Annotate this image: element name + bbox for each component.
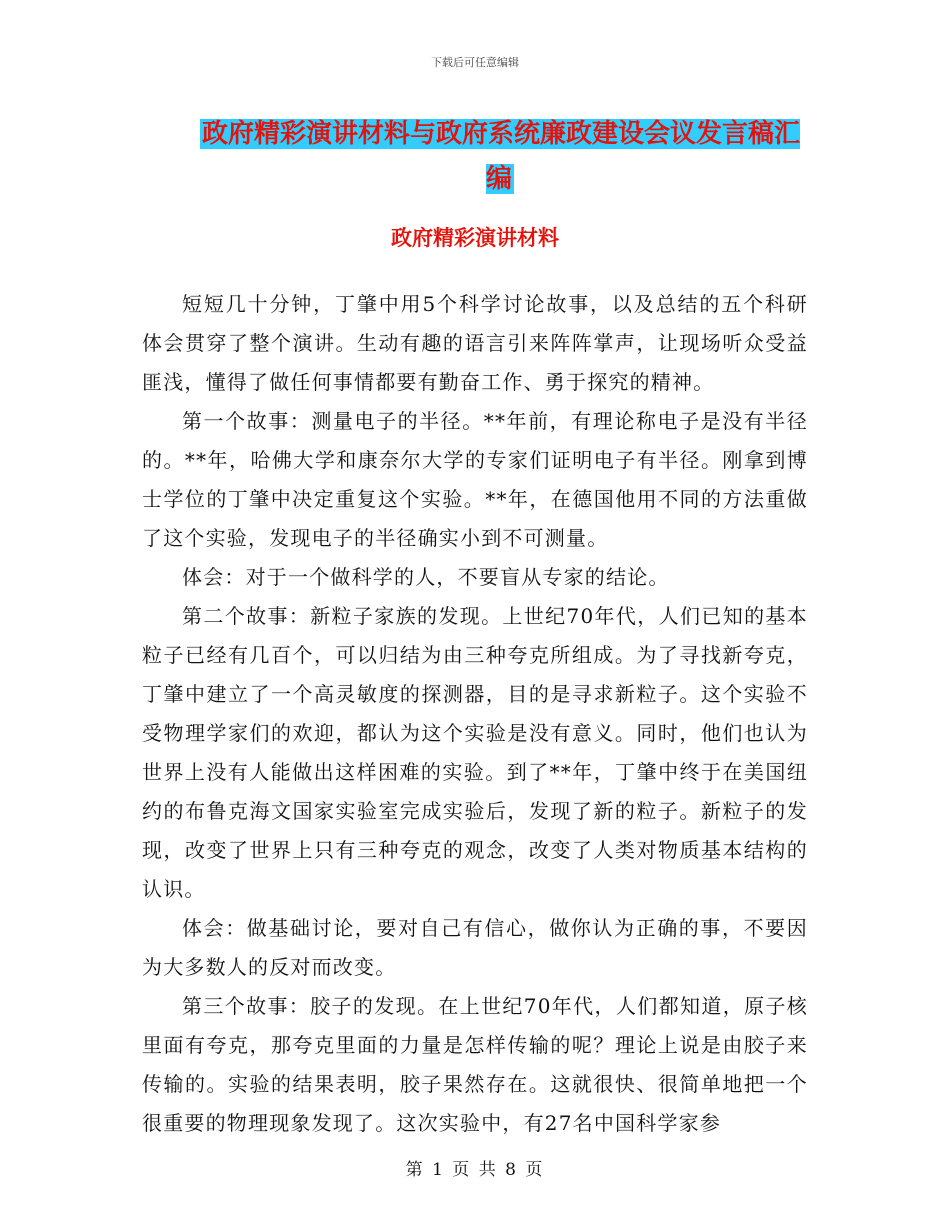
document-body (142, 285, 808, 1143)
footer-suffix: 页 (525, 1160, 545, 1180)
paragraph: 短短几十分钟，丁肇中用5个科学讨论故事，以及总结的五个科研体会贯穿了整个演讲。生动有趣的语言引来阵阵掌声，让现场听众受益匪浅，懂得了做任何事情都要有勤奋工作、勇于探究的精神。 (142, 292, 808, 394)
paragraph: 体会：对于一个做科学的人，不要盲从专家的结论。 (182, 565, 670, 589)
header-note: 下载后可任意编辑 (431, 56, 519, 69)
paragraph: 第三个故事：胶子的发现。在上世纪70年代，人们都知道，原子核里面有夸克，那夸克里面的力量是怎样传输的呢？理论上说是由胶子来传输的。实验的结果表明，胶子果然存在。这就很快、很简单地把一个很重要的物理现象发现了。这次实验中，有27名中国科学家参 (142, 994, 808, 1135)
paragraph: 体会：做基础讨论，要对自己有信心，做你认为正确的事，不要因为大多数人的反对而改变。 (142, 916, 808, 979)
page-footer (0, 1155, 950, 1180)
document-title (190, 112, 810, 202)
section-title: 政府精彩演讲材料 (391, 225, 559, 250)
current-page-number: 1 (432, 1160, 445, 1180)
paragraph: 第一个故事：测量电子的半径。**年前，有理论称电子是没有半径的。**年，哈佛大学和康奈尔大学的专家们证明电子有半径。刚拿到博士学位的丁肇中决定重复这个实验。**年，在德国他用不同的方法重做了这个实验，发现电子的半径确实小到不可测量。 (142, 409, 808, 550)
document-title-text: 政府精彩演讲材料与政府系统廉政建设会议发言稿汇编 (201, 119, 800, 194)
paragraph: 第二个故事：新粒子家族的发现。上世纪70年代，人们已知的基本粒子已经有几百个，可以归结为由三种夸克所组成。为了寻找新夸克，丁肇中建立了一个高灵敏度的探测器，目的是寻求新粒子。这个实验不受物理学家们的欢迎，都认为这个实验是没有意义。同时，他们也认为世界上没有人能做出这样困难的实验。到了**年，丁肇中终于在美国纽约的布鲁克海文国家实验室完成实验后，发现了新的粒子。新粒子的发现，改变了世界上只有三种夸克的观念，改变了人类对物质基本结构的认识。 (142, 604, 808, 901)
total-page-count: 8 (505, 1160, 518, 1180)
footer-prefix: 第 (405, 1160, 425, 1180)
footer-middle: 页 共 (452, 1160, 498, 1180)
